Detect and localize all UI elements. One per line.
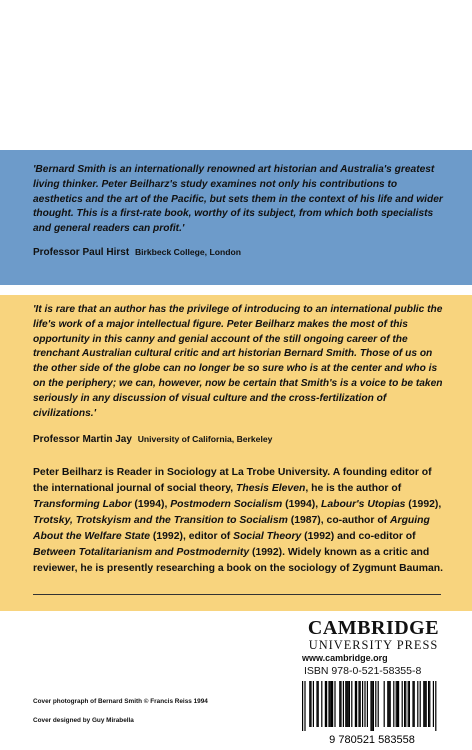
barcode-bar (348, 681, 349, 727)
barcode-bar (332, 681, 333, 727)
barcode-bar (351, 681, 352, 727)
author-biography (33, 465, 445, 577)
publisher-url: www.cambridge.org (302, 653, 388, 663)
barcode-bar (396, 681, 397, 727)
top-white-band (0, 0, 472, 150)
barcode-bar (326, 681, 327, 727)
barcode-bar (414, 681, 415, 727)
bio-text: (1992). Widely known as a critic and reviewer, he is presently researching a book on the sociology of Zygmunt Bauman. (33, 547, 443, 574)
barcode-bar (435, 681, 436, 731)
barcode-bar (405, 681, 406, 727)
barcode-bar (387, 681, 388, 727)
barcode-bar (397, 681, 398, 727)
barcode-bar (358, 681, 359, 727)
barcode-bar (331, 681, 332, 727)
endorsement-attribution-hirst (33, 247, 453, 258)
barcode-bar (340, 681, 341, 727)
bio-text: (1994), (282, 499, 321, 510)
barcode-bar (417, 681, 418, 727)
barcode-bar (321, 681, 322, 727)
barcode-bar (420, 681, 421, 727)
bio-text: (1992), editor of (150, 531, 234, 542)
barcode-bar (384, 681, 385, 727)
barcode-bar (372, 681, 373, 731)
barcode-bar (356, 681, 357, 727)
barcode-bar (375, 681, 376, 727)
barcode-bar (388, 681, 389, 727)
endorsement-attribution-jay (33, 434, 453, 445)
barcode-bar (404, 681, 405, 727)
barcode-bar (339, 681, 340, 727)
barcode-bar (304, 681, 305, 731)
barcode-icon (296, 679, 448, 745)
endorser-name: Professor Martin Jay (33, 434, 132, 445)
barcode-bar (318, 681, 319, 727)
barcode-bar (346, 681, 347, 727)
barcode-bar (429, 681, 430, 727)
barcode-bar (325, 681, 326, 727)
barcode-bar (373, 681, 374, 731)
barcode-bar (310, 681, 311, 727)
bio-book-title: Postmodern Socialism (170, 499, 283, 510)
barcode-bar (367, 681, 368, 727)
barcode-bar (343, 681, 344, 727)
barcode-bar (412, 681, 413, 727)
bio-text: Peter Beilharz is Reader in Sociology at La Trobe University. A founding editor of the international journal of social theory, (33, 467, 432, 494)
barcode-bar (330, 681, 331, 727)
barcode-bar (364, 681, 365, 727)
barcode-bar (360, 681, 361, 727)
endorsement-quote-hirst: 'Bernard Smith is an internationally renowned art historian and Australia's greatest living thinker. Peter Beilharz's study examines not only his contributions to aesthetics and the art of the Pacific, but sets them in the context of his life and wider thought. This is a first-rate book, worthy of its subject, from which both specialists and general readers can profit.' (33, 164, 443, 235)
barcode-bar (302, 681, 303, 731)
barcode-bar (334, 681, 335, 727)
band-separator (0, 285, 472, 295)
barcode-bar (409, 681, 410, 727)
barcode-bar (316, 681, 317, 727)
barcode-bar (428, 681, 429, 727)
bio-journal-title: Thesis Eleven (236, 483, 306, 494)
barcode-bar (349, 681, 350, 727)
barcode-bar (370, 681, 371, 731)
barcode-bar (345, 681, 346, 727)
publisher-name: CAMBRIDGE (307, 617, 440, 639)
bio-book-title: Labour's Utopias (320, 499, 406, 510)
barcode-bar (313, 681, 314, 727)
bio-book-title: Trotsky, Trotskyism and the Transition to Socialism (33, 515, 288, 526)
barcode-bar (398, 681, 399, 727)
bio-text: (1994), (131, 499, 171, 510)
photo-credit: Cover photograph of Bernard Smith © Francis Reiss 1994 (33, 698, 208, 705)
barcode-bar (390, 681, 391, 727)
bio-book-title: Between Totalitarianism and Postmodernity (33, 547, 250, 558)
bio-book-title: Transforming Labor (33, 499, 132, 510)
divider-rule (33, 594, 441, 595)
bio-text: (1992) and co-editor of (301, 531, 416, 542)
barcode-bar (408, 681, 409, 727)
barcode-bar (309, 681, 310, 727)
isbn-barcode-block (296, 665, 448, 745)
bio-book-title: Social Theory (233, 531, 302, 542)
bio-text: (1992), (405, 499, 442, 510)
barcode-bar (424, 681, 425, 727)
barcode-bar (423, 681, 424, 727)
barcode-bar (433, 681, 434, 727)
barcode-bar (426, 681, 427, 727)
publisher-logo (296, 618, 451, 665)
barcode-digits: 9 780521 583558 (329, 734, 415, 745)
isbn-number: ISBN 978-0-521-58355-8 (304, 665, 422, 677)
barcode-bar (393, 681, 394, 727)
endorsement-quote-jay: 'It is rare that an author has the privilege of introducing to an international public the life's work of a major intellectual figure. Peter Beilharz makes the most of this opportunity in this canny and genial account of the still ongoing career of the trenchant Australian cultural critic and art historian Bernard Smith. Those of us on the other side of the globe can no longer be so sure who is at the center and who is on the periphery; we can, however, now be certain that Smith's is a voice to be taken seriously in any discussion of visual culture and the cross-fertilization of civilizations.' (33, 304, 443, 419)
bio-book-title: Arguing About the Welfare State (33, 515, 430, 542)
endorser-name: Professor Paul Hirst (33, 247, 130, 258)
bio-text: , he is the author of (305, 483, 402, 494)
barcode-bar (378, 681, 379, 727)
publisher-subname: UNIVERSITY PRESS (308, 638, 439, 652)
design-credit: Cover designed by Guy Mirabella (33, 717, 134, 724)
barcode-bar (328, 681, 329, 727)
endorser-institution: Birkbeck College, London (134, 247, 241, 257)
endorser-institution: University of California, Berkeley (137, 434, 273, 444)
barcode-bar (362, 681, 363, 727)
barcode-bar (402, 681, 403, 727)
bio-text: (1987), co-author of (287, 515, 391, 526)
barcode-bar (355, 681, 356, 727)
